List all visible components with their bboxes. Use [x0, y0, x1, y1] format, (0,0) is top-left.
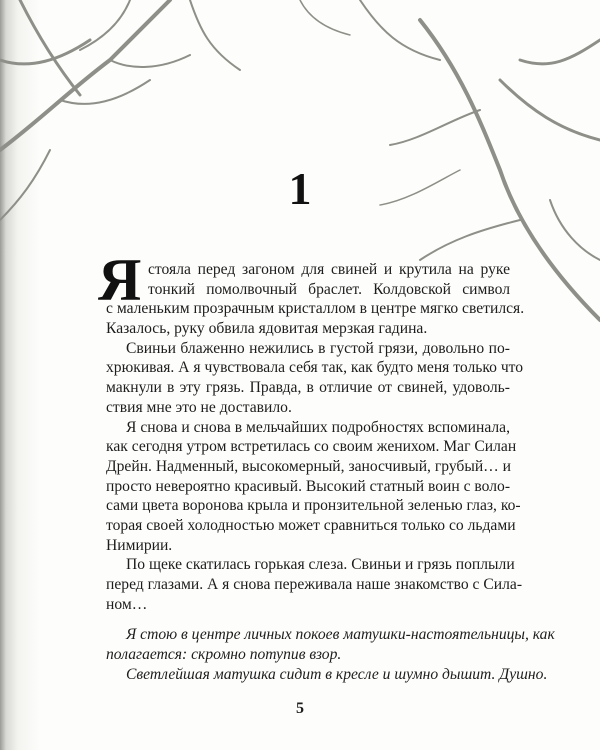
paragraph	[106, 555, 523, 614]
text-line: Свиньи блаженно нежились в густой грязи, довольно по-	[126, 339, 510, 357]
text-line: с маленьким прозрачным кристаллом в центре мягко светился.	[106, 300, 525, 318]
text-line: торая своей холодностью может сравниться только со льдами	[106, 516, 516, 534]
italic-paragraph	[106, 665, 548, 685]
paragraph	[106, 260, 525, 339]
text-line: ствия мне это не доставило.	[106, 398, 292, 416]
text-line: Светлейшая матушка сидит в кресле и шумно дышит. Душно.	[126, 665, 548, 683]
drop-cap: Я	[98, 247, 142, 313]
text-line: стояла перед загоном для свиней и крутила на руке	[148, 261, 510, 278]
paragraph	[106, 339, 524, 418]
text-line: как сегодня утром встретилась со своим женихом. Маг Силан	[106, 438, 517, 456]
italic-paragraph	[106, 625, 555, 664]
text-line: ном…	[106, 595, 148, 613]
text-line: Казалось, руку обвила ядовитая мерзкая гадина.	[106, 320, 428, 338]
text-line: хрюкивая. А я чувствовала себя так, как будто меня только что	[106, 359, 524, 377]
text-line: Нимирии.	[106, 536, 173, 554]
text-line: Дрейн. Надменный, высокомерный, заносчивый, грубый… и	[106, 457, 512, 475]
paragraph	[106, 418, 521, 556]
text-line: полагается: скромно потупив взор.	[106, 646, 342, 664]
page-number: 5	[296, 700, 304, 717]
text-line: просто невероятно красивый. Высокий статный воин с воло-	[106, 477, 511, 495]
text-line: макнули в эту грязь. Правда, в отличие от свиней, удоволь-	[106, 379, 510, 397]
text-line: Я стою в центре личных покоев матушки-настоятельницы, как	[126, 626, 555, 644]
text-line: По щеке скатилась горькая слеза. Свиньи и грязь поплыли	[126, 556, 515, 574]
text-line: тонкий помолвочный браслет. Колдовской символ	[148, 280, 510, 298]
text-line: Я снова и снова в мельчайших подробностях вспоминала,	[126, 418, 510, 436]
body-text	[98, 247, 555, 684]
text-line: сами цвета воронова крыла и пронзительной зеленью глаз, ко-	[106, 497, 521, 515]
chapter-number: 1	[288, 163, 312, 214]
text-line: перед глазами. А я снова переживала наше знакомство с Сила-	[106, 576, 523, 593]
